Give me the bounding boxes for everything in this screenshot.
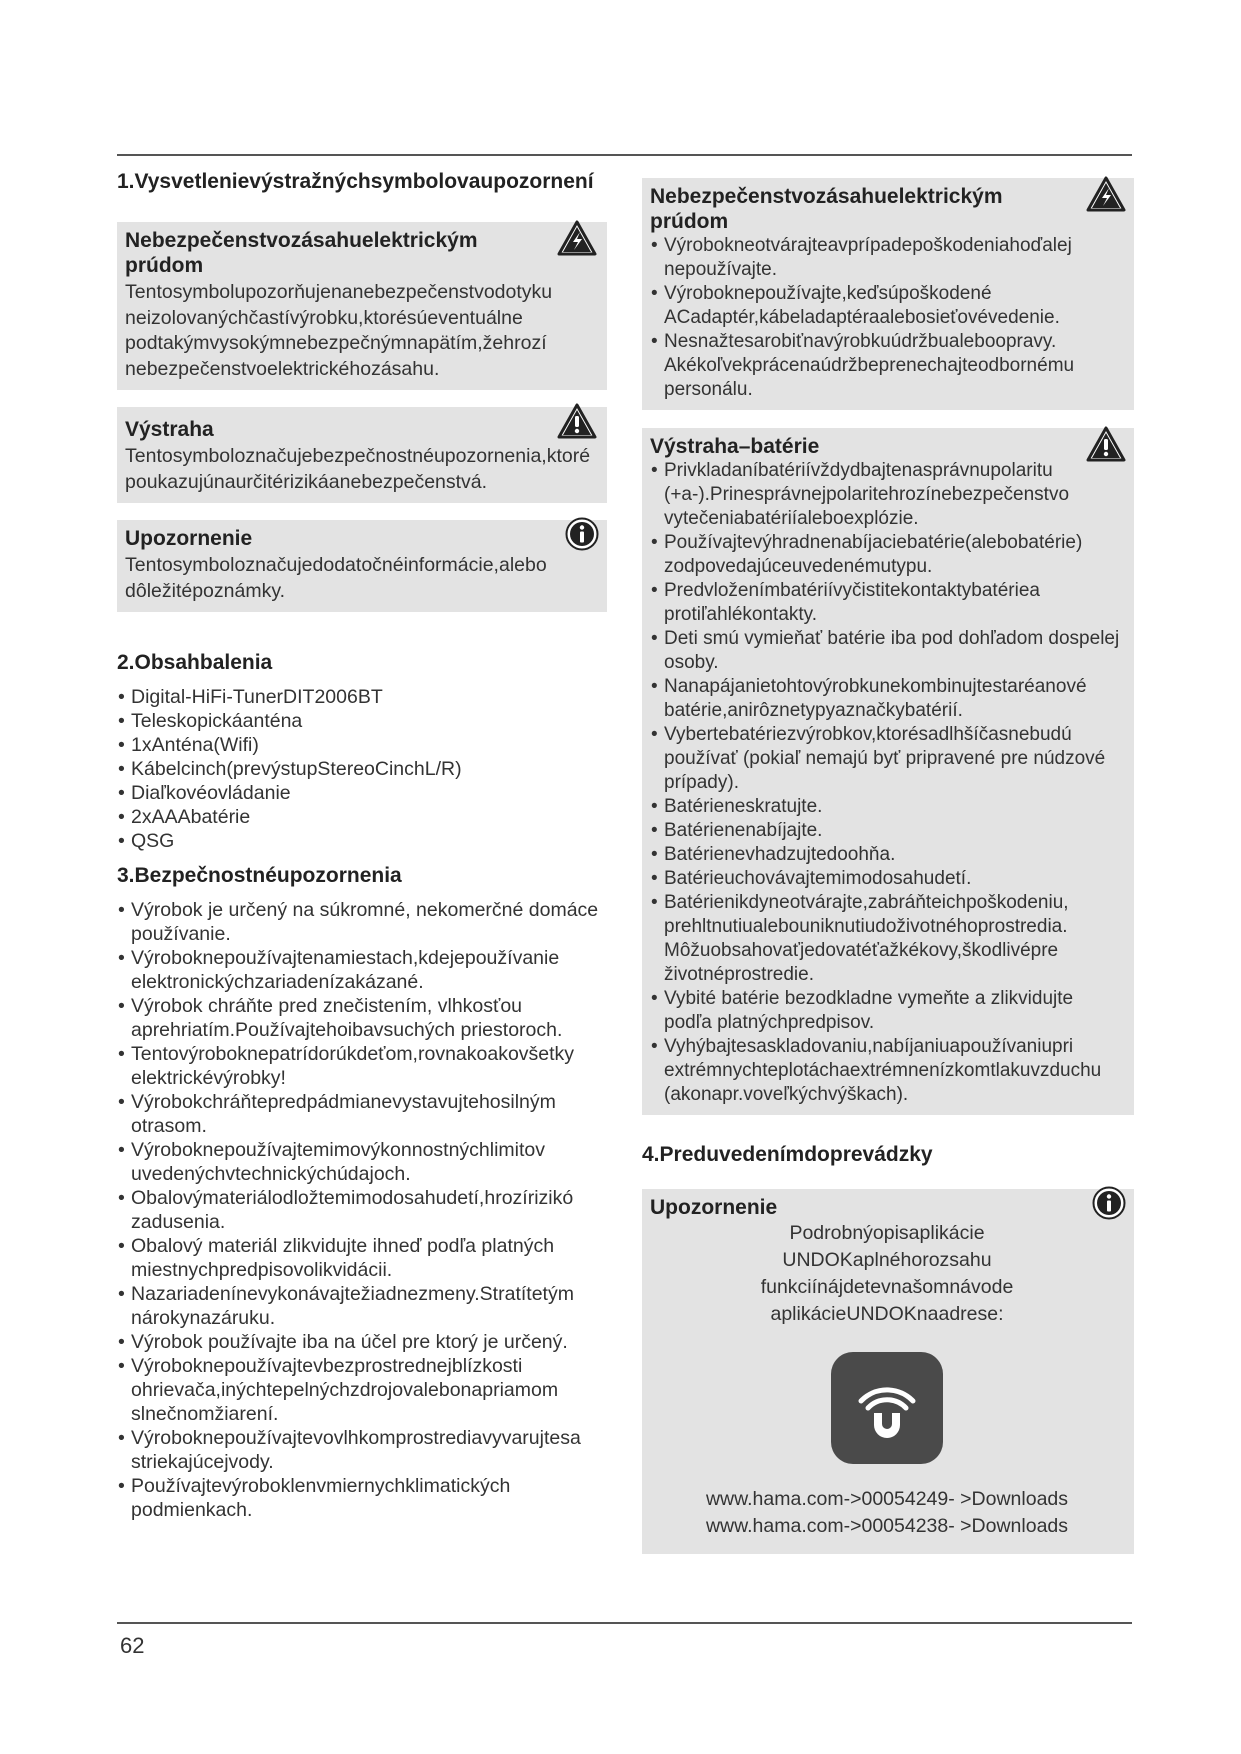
warning-triangle-icon (557, 403, 597, 439)
battery-rule-item: • Batérieuchovávajtemimodosahudetí. (650, 867, 1124, 891)
download-link-2[interactable]: www.hama.com->00054238- >Downloads (705, 1515, 1069, 1537)
bottom-rule (117, 1622, 1132, 1624)
right-column (642, 178, 1134, 1554)
battery-rule-item: • Deti smú vymieňať batérie iba pod dohľadom dospelej osoby. (650, 627, 1124, 675)
package-item: • 2xAAAbatérie (117, 805, 607, 829)
electric-rule-item: • Nesnažtesarobiťnavýrobkuúdržbualeboopravy. Akékoľvekprácenaúdržbeprenechajteodbornému personálu. (650, 330, 1124, 402)
section-2-title: 2.Obsahbalenia (117, 651, 273, 674)
electric-hazard-rules-box (642, 178, 1134, 410)
section-3-title: 3.Bezpečnostnéupozornenia (117, 864, 402, 887)
battery-rule-item: • Batérieneskratujte. (650, 795, 1124, 819)
app-note-line2: UNDOKaplnéhorozsahu (782, 1249, 992, 1271)
safety-note-item: • Výroboknepoužívajtenamiestach,kdejepoužívanie elektronickýchzariadenízakázané. (117, 946, 607, 994)
battery-rule-item: • Batérienikdyneotvárajte,zabráňteichpoškodeniu, prehltnutiualebouniknutiudoživotnéhoprostredia. Môžuobsahovaťjedovatéťažkékovy,škodlivépre životnéprostredie. (650, 891, 1124, 987)
package-item: • Diaľkovéovládanie (117, 781, 607, 805)
battery-warning-list (650, 459, 1124, 1107)
battery-warning-box (642, 428, 1134, 1115)
package-item: • QSG (117, 829, 607, 853)
top-rule (117, 154, 1132, 156)
note-box (117, 520, 607, 612)
electric-hazard-title (125, 228, 597, 278)
warning-box (117, 407, 607, 503)
safety-note-item: • Výroboknepoužívajtevovlhkomprostrediavyvarujtesa striekajúcejvody. (117, 1426, 607, 1474)
electric-hazard-rules-list (650, 234, 1124, 402)
safety-note-item: • Výrobok chráňte pred znečistením, vlhkosťou aprehriatím.Používajtehoibavsuchých priestoroch. (117, 994, 607, 1042)
safety-note-item: • Tentovýroboknepatrídorúkdeťom,rovnakoakovšetky elektrickévýrobky! (117, 1042, 607, 1090)
package-item: • Teleskopickáanténa (117, 709, 607, 733)
electric-rule-item: • Výroboknepoužívajte,keďsúpoškodené ACadaptér,kábeladaptéraalebosieťovévedenie. (650, 282, 1124, 330)
app-note-title: Upozornenie (650, 1196, 778, 1219)
app-note-line3: funkciínájdetevnašomnávode (760, 1276, 1014, 1298)
section-1-title: 1.Vysvetlenievýstražnýchsymbolovaupozornení (117, 170, 594, 193)
safety-note-item: • Výroboknepoužívajtemimovýkonnostnýchlimitov uvedenýchvtechnickýchúdajoch. (117, 1138, 607, 1186)
download-links (650, 1486, 1124, 1540)
electric-hazard-rules-title-line2: prúdom (650, 210, 729, 233)
package-item: • Digital-HiFi-TunerDIT2006BT (117, 685, 607, 709)
info-circle-icon (565, 517, 599, 551)
page-number: 62 (120, 1633, 145, 1658)
battery-rule-item: • Privkladaníbatériívždydbajtenasprávnupolaritu (+a-).Prinesprávnejpolaritehrozínebezpečenstvo vytečeniabatériíaleboexplózie. (650, 459, 1124, 531)
safety-note-item: • Výrobok používajte iba na účel pre ktorý je určený. (117, 1330, 607, 1354)
safety-notes-list (117, 898, 607, 1522)
electric-warning-triangle-icon (1086, 176, 1126, 212)
left-column (117, 168, 607, 1522)
safety-note-item: • Obalovýmateriálodložtemimodosahudetí,hrozírizikó zadusenia. (117, 1186, 607, 1234)
safety-note-item: • Používajtevýroboklenvmiernychklimatických podmienkach. (117, 1474, 607, 1522)
package-contents-list (117, 685, 607, 853)
package-item: • Kábelcinch(prevýstupStereoCinchL/R) (117, 757, 607, 781)
safety-note-item: • Výrobokchráňtepredpádmianevystavujtehosilným otrasom. (117, 1090, 607, 1138)
undok-app-icon (831, 1352, 943, 1464)
app-note-text (650, 1220, 1124, 1328)
note-text: Tentosymboloznačujedodatočnéinformácie,alebo dôležitépoznámky. (125, 554, 547, 602)
app-note-line4: aplikácieUNDOKnaadrese: (770, 1303, 1004, 1325)
electric-hazard-rules-title-line1: Nebezpečenstvozásahuelektrickým (650, 185, 1003, 208)
warning-text: Tentosymboloznačujebezpečnostnéupozornenia,ktoré poukazujúnaurčitérizikáanebezpečenstvá. (125, 445, 591, 493)
battery-rule-item: • Batérienenabíjajte. (650, 819, 1124, 843)
safety-note-item: • Obalový materiál zlikvidujte ihneď podľa platných miestnychpredpisovolikvidácii. (117, 1234, 607, 1282)
battery-rule-item: • Vybité batérie bezodkladne vymeňte a zlikvidujte podľa platnýchpredpisov. (650, 987, 1124, 1035)
electric-hazard-title-line1: Nebezpečenstvozásahuelektrickým (125, 229, 478, 252)
battery-rule-item: • Nanapájanietohtovýrobkunekombinujtestaréanové batérie,anirôznetypyaznačkybatérií. (650, 675, 1124, 723)
battery-rule-item: • Používajtevýhradnenabíjaciebatérie(alebobatérie) zodpovedajúceuvedenémutypu. (650, 531, 1124, 579)
section-4-title: 4.Preduvedenímdoprevádzky (642, 1143, 933, 1166)
battery-rule-item: • Vybertebatériezvýrobkov,ktorésadlhšíčasnebudú používať (pokiaľ nemajú byť pripravené pre núdzové prípady). (650, 723, 1124, 795)
battery-rule-item: • Batérienevhadzujtedoohňa. (650, 843, 1124, 867)
safety-note-item: • Výrobok je určený na súkromné, nekomerčné domáce používanie. (117, 898, 607, 946)
safety-note-item: • Výroboknepoužívajtevbezprostrednejblízkosti ohrievača,inýchtepelnýchzdrojovalebonapriamom slnečnomžiarení. (117, 1354, 607, 1426)
warning-title: Výstraha (125, 418, 214, 441)
battery-rule-item: • Predvloženímbatériívyčistitekontaktybatériea protiľahlékontakty. (650, 579, 1124, 627)
safety-note-item: • Nazariadenínevykonávajtežiadnezmeny.Stratítetým nárokynazáruku. (117, 1282, 607, 1330)
battery-rule-item: • Vyhýbajtesaskladovaniu,nabíjaniuapoužívaniupri extrémnychteplotáchaextrémnenízkomtlakuvzduchu (akonapr.voveľkýchvýškach). (650, 1035, 1124, 1107)
electric-hazard-title-line2: prúdom (125, 254, 204, 277)
electric-hazard-box (117, 222, 607, 390)
app-note-line1: Podrobnýopisaplikácie (789, 1222, 985, 1244)
app-note-box (642, 1189, 1134, 1554)
electric-rule-item: • Výrobokneotvárajteavprípadepoškodeniahoďalej nepoužívajte. (650, 234, 1124, 282)
electric-warning-triangle-icon (557, 220, 597, 256)
electric-hazard-text: Tentosymbolupozorňujenanebezpečenstvodotyku neizolovanýchčastívýrobku,ktorésúeventuálne podtakýmvysokýmnebezpečnýmnapätím,žehrozí nebezpečenstvoelektrickéhozásahu. (125, 281, 553, 380)
battery-warning-title: Výstraha–batérie (650, 435, 820, 458)
warning-triangle-icon (1086, 426, 1126, 462)
download-link-1[interactable]: www.hama.com->00054249- >Downloads (705, 1488, 1069, 1510)
electric-hazard-rules-title (650, 184, 1124, 234)
package-item: • 1xAnténa(Wifi) (117, 733, 607, 757)
note-title: Upozornenie (125, 527, 253, 550)
info-circle-icon (1092, 1186, 1126, 1220)
